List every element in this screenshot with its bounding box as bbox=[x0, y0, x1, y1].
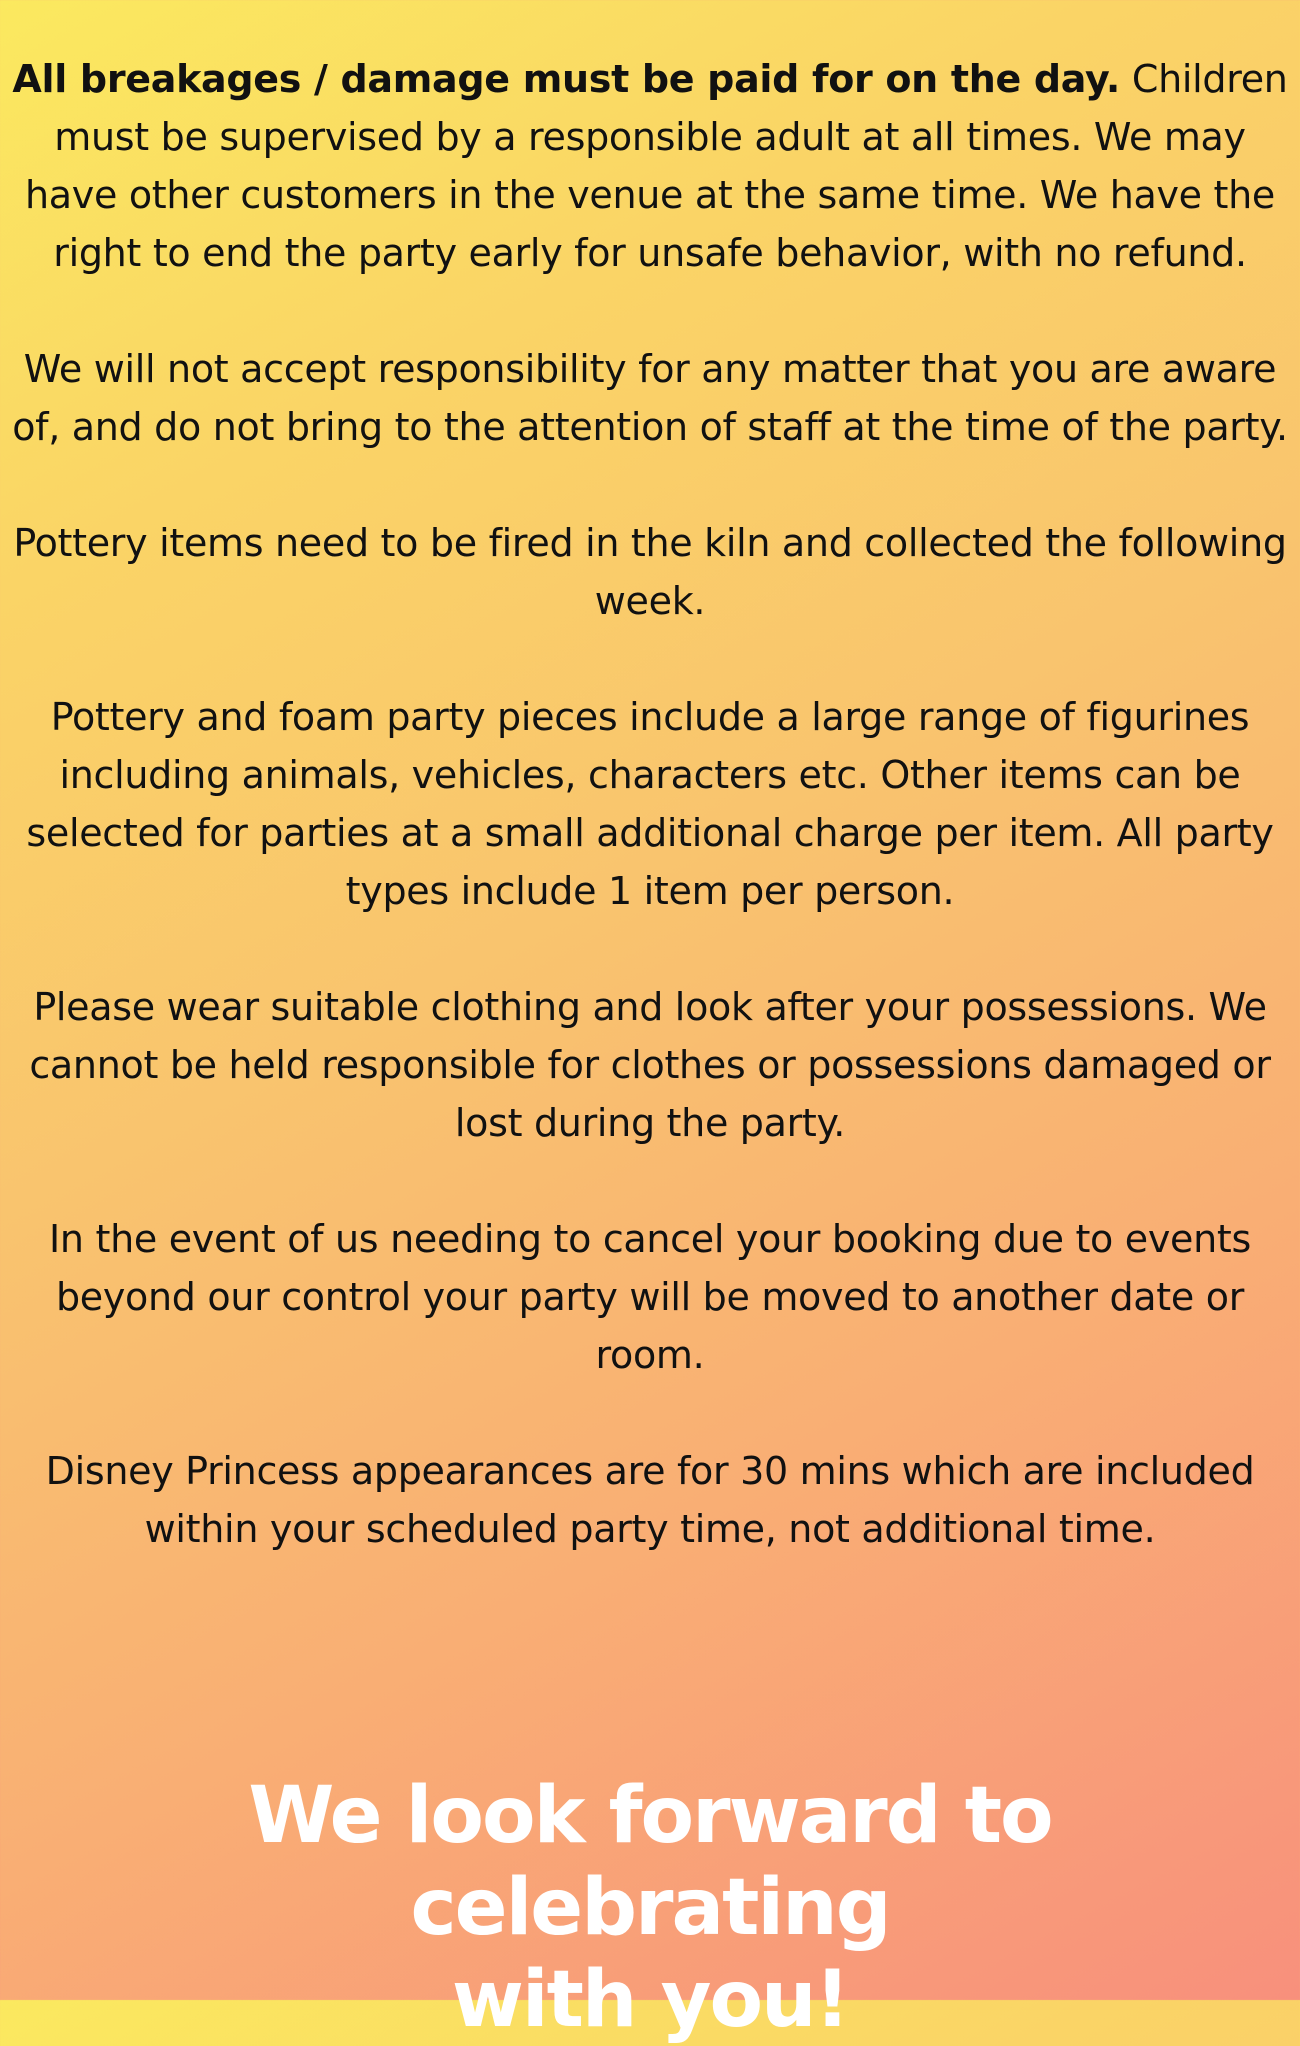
paragraph-cancellation: In the event of us needing to cancel your booking due to events beyond our control your party will be moved to another date or room. bbox=[49, 1217, 1251, 1377]
closing-message bbox=[0, 1770, 1300, 2046]
paragraph-party-pieces: Pottery and foam party pieces include a large range of figurines including animals, vehicles, characters etc. Other items can be selected for parties at a small additional charge per item. All party types include 1 item per person. bbox=[26, 695, 1274, 913]
paragraph-clothing: Please wear suitable clothing and look after your possessions. We cannot be held responsible for clothes or possessions damaged or lost during the party. bbox=[29, 985, 1271, 1145]
paragraph-responsibility: We will not accept responsibility for any matter that you are aware of, and do not bring to the attention of staff at the time of the party. bbox=[12, 347, 1288, 449]
breakages-text: Children must be supervised by a responsible adult at all times. We may have other customers in the venue at the same time. We have the right to end the party early for unsafe behavior, with no refund. bbox=[25, 57, 1288, 275]
paragraph-princess: Disney Princess appearances are for 30 mins which are included within your scheduled party time, not additional time. bbox=[45, 1449, 1255, 1551]
paragraph-pottery-firing: Pottery items need to be fired in the kiln and collected the following week. bbox=[13, 521, 1287, 623]
closing-line-2: with you! bbox=[451, 1955, 849, 2045]
closing-line-1: We look forward to celebrating bbox=[248, 1771, 1052, 1953]
breakages-bold-text: All breakages / damage must be paid for on the day. bbox=[12, 57, 1121, 101]
terms-content bbox=[0, 50, 1300, 1558]
paragraph-breakages bbox=[0, 50, 1300, 282]
